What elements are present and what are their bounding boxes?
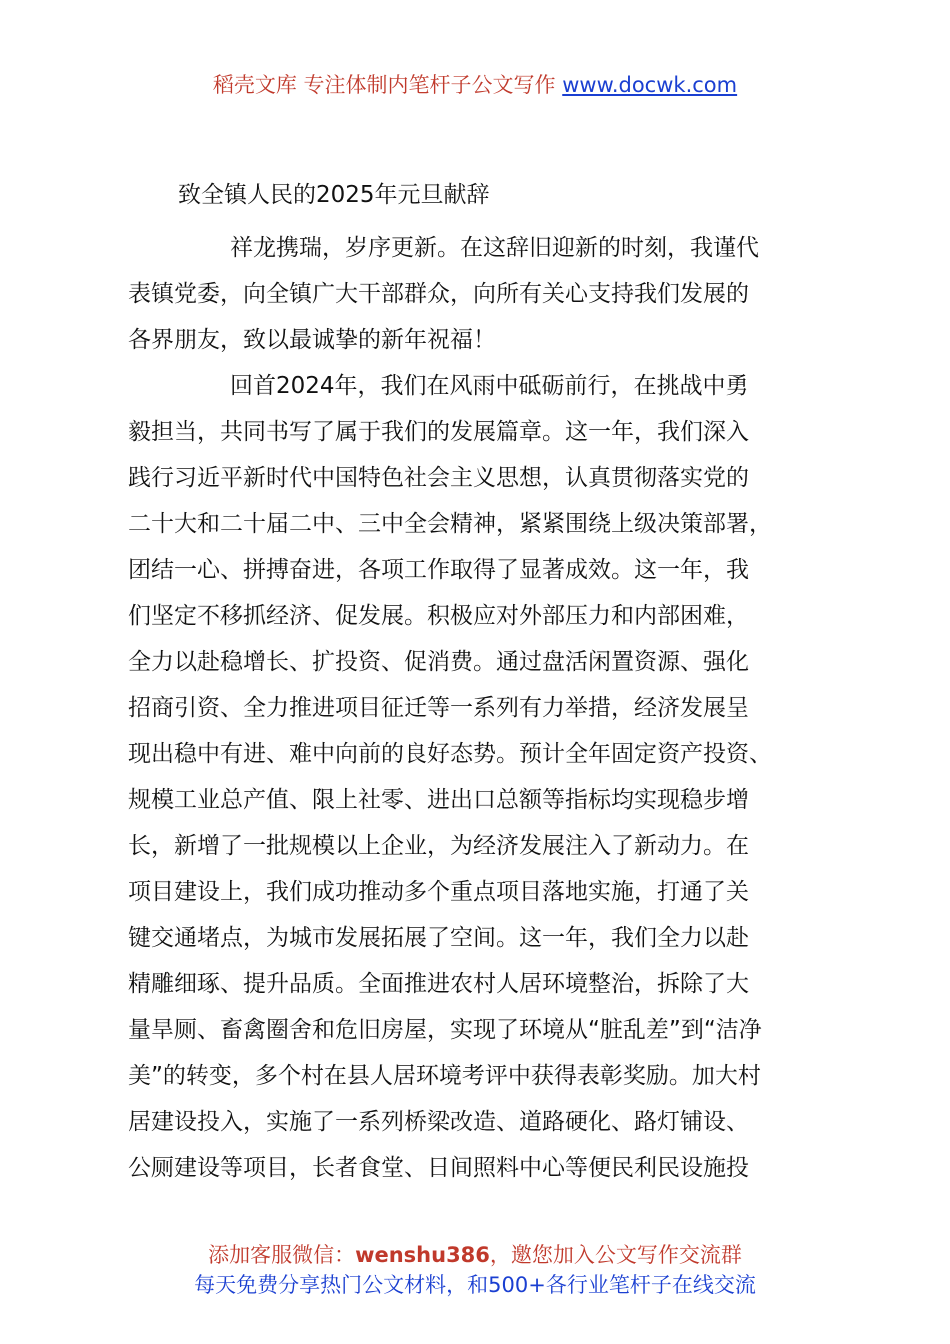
body-line: 全力以赴稳增长、扩投资、促消费。通过盘活闲置资源、强化: [128, 649, 749, 675]
body-line: 团结一心、拼搏奋进，各项工作取得了显著成效。这一年，我: [128, 557, 749, 583]
page-header: [0, 70, 950, 100]
body-line: 表镇党委，向全镇广大干部群众，向所有关心支持我们发展的: [128, 281, 749, 307]
body-line: 规模工业总产值、限上社零、进出口总额等指标均实现稳步增: [128, 787, 749, 813]
body-line: 长，新增了一批规模以上企业，为经济发展注入了新动力。在: [128, 833, 749, 859]
wechat-id: wenshu386: [355, 1243, 490, 1267]
footer-prefix: 添加客服微信：: [208, 1243, 356, 1267]
body-line: 祥龙携瑞，岁序更新。在这辞旧迎新的时刻，我谨代: [230, 235, 759, 261]
body-line: 各界朋友，致以最诚挚的新年祝福！: [128, 327, 496, 353]
body-line: 键交通堵点，为城市发展拓展了空间。这一年，我们全力以赴: [128, 925, 749, 951]
document-body: [128, 225, 834, 1191]
body-line: 项目建设上，我们成功推动多个重点项目落地实施，打通了关: [128, 879, 749, 905]
page-footer: [0, 1240, 950, 1300]
body-line: 居建设投入，实施了一系列桥梁改造、道路硬化、路灯铺设、: [128, 1109, 749, 1135]
header-link[interactable]: www.docwk.com: [562, 73, 738, 97]
footer-line-2: 每天免费分享热门公文材料，和500+各行业笔杆子在线交流: [194, 1273, 756, 1297]
body-line: 美”的转变，多个村在县人居环境考评中获得表彰奖励。加大村: [128, 1063, 761, 1089]
body-line: 招商引资、全力推进项目征迁等一系列有力举措，经济发展呈: [128, 695, 749, 721]
body-line: 精雕细琢、提升品质。全面推进农村人居环境整治，拆除了大: [128, 971, 749, 997]
body-line: 回首2024年，我们在风雨中砥砺前行，在挑战中勇: [230, 373, 749, 399]
body-line: 公厕建设等项目，长者食堂、日间照料中心等便民利民设施投: [128, 1155, 749, 1181]
body-line: 践行习近平新时代中国特色社会主义思想，认真贯彻落实党的: [128, 465, 749, 491]
body-line: 毅担当，共同书写了属于我们的发展篇章。这一年，我们深入: [128, 419, 749, 445]
body-line: 量旱厕、畜禽圈舍和危旧房屋，实现了环境从“脏乱差”到“洁净: [128, 1017, 762, 1043]
body-line: 二十大和二十届二中、三中全会精神，紧紧围绕上级决策部署，: [128, 511, 772, 537]
body-line: 们坚定不移抓经济、促发展。积极应对外部压力和内部困难，: [128, 603, 749, 629]
footer-line-1: [0, 1240, 950, 1270]
document-title: 致全镇人民的2025年元旦献辞: [178, 182, 490, 208]
footer-suffix: ，邀您加入公文写作交流群: [489, 1243, 742, 1267]
body-line: 现出稳中有进、难中向前的良好态势。预计全年固定资产投资、: [128, 741, 772, 767]
header-text: 稻壳文库 专注体制内笔杆子公文写作: [212, 73, 563, 97]
